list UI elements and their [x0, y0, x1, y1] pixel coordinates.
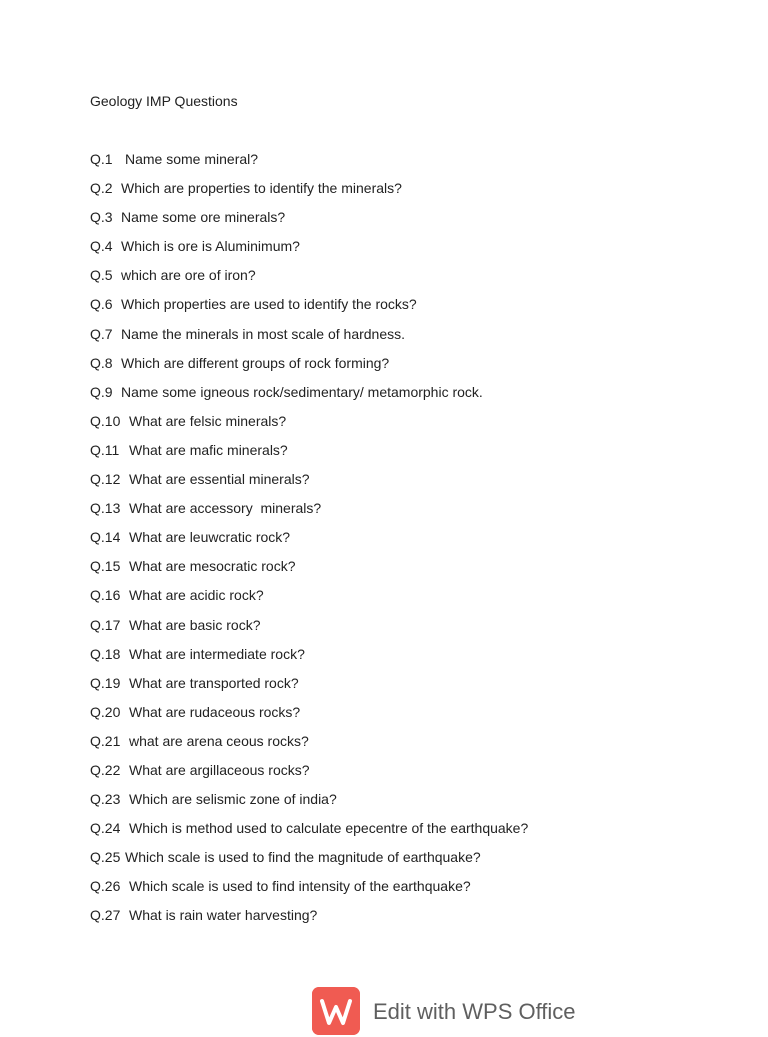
question-item	[90, 557, 528, 586]
question-text: What are mesocratic rock?	[129, 558, 296, 575]
question-text: Name some mineral?	[125, 151, 259, 167]
question-item	[90, 179, 528, 208]
question-number: Q.2	[90, 180, 113, 197]
question-list	[90, 150, 528, 936]
edit-with-wps-office-banner[interactable]	[312, 987, 576, 1037]
question-text: What are felsic minerals?	[129, 412, 287, 429]
question-item	[90, 499, 528, 528]
question-item	[90, 237, 528, 266]
question-number: Q.4	[90, 238, 113, 255]
question-text: What are essential minerals?	[129, 471, 310, 488]
question-number: Q.14	[90, 529, 121, 546]
question-number: Q.25	[90, 849, 121, 866]
question-number: Q.18	[90, 645, 121, 662]
question-number: Q.5	[90, 267, 113, 284]
question-number: Q.19	[90, 674, 121, 691]
question-number: Q.13	[90, 500, 121, 517]
question-number: Q.27	[90, 907, 121, 924]
question-text: Which are properties to identify the minerals?	[121, 180, 402, 197]
question-text: What are rudaceous rocks?	[129, 703, 301, 720]
question-item	[90, 819, 528, 848]
question-text: What are acidic rock?	[129, 587, 264, 604]
question-number: Q.9	[90, 383, 113, 400]
question-item	[90, 528, 528, 557]
question-item	[90, 586, 528, 615]
question-text: What are transported rock?	[129, 674, 299, 691]
question-text: Which scale is used to find intensity of the earthquake?	[129, 878, 471, 895]
question-text: Which scale is used to find the magnitude of earthquake?	[125, 849, 481, 866]
question-number: Q.8	[90, 354, 113, 371]
question-text: Which are different groups of rock forming?	[121, 354, 390, 371]
question-text: Name some ore minerals?	[121, 209, 286, 226]
question-item	[90, 295, 528, 324]
question-item	[90, 906, 528, 935]
question-item	[90, 674, 528, 703]
question-item	[90, 354, 528, 383]
question-text: What are accessory minerals?	[129, 500, 322, 517]
question-number: Q.1	[90, 151, 113, 167]
question-text: What is rain water harvesting?	[129, 907, 318, 924]
wps-banner-label: Edit with WPS Office	[373, 999, 576, 1024]
question-item	[90, 645, 528, 674]
question-number: Q.24	[90, 820, 121, 837]
question-number: Q.12	[90, 471, 121, 488]
question-number: Q.26	[90, 878, 121, 895]
question-text: What are basic rock?	[129, 616, 261, 633]
question-text: what are arena ceous rocks?	[129, 732, 309, 749]
question-item	[90, 383, 528, 412]
question-item	[90, 266, 528, 295]
question-item	[90, 325, 528, 354]
wps-logo-icon	[312, 987, 360, 1035]
question-number: Q.22	[90, 761, 121, 778]
question-text: Name some igneous rock/sedimentary/ metamorphic rock.	[121, 383, 483, 400]
question-item	[90, 848, 528, 877]
question-item	[90, 208, 528, 237]
question-item	[90, 732, 528, 761]
question-number: Q.16	[90, 587, 121, 604]
document-title: Geology IMP Questions	[90, 93, 238, 109]
question-text: Which is ore is Aluminimum?	[121, 238, 300, 255]
question-number: Q.10	[90, 412, 121, 429]
question-text: What are argillaceous rocks?	[129, 761, 310, 778]
question-text: What are leuwcratic rock?	[129, 529, 291, 546]
question-text: Which is method used to calculate epecentre of the earthquake?	[129, 820, 529, 837]
question-number: Q.21	[90, 732, 121, 749]
question-item	[90, 877, 528, 906]
question-number: Q.3	[90, 209, 113, 226]
question-text: Which properties are used to identify the rocks?	[121, 296, 417, 313]
question-text: What are mafic minerals?	[129, 441, 288, 458]
question-item	[90, 703, 528, 732]
question-item	[90, 150, 528, 179]
question-item	[90, 616, 528, 645]
question-number: Q.6	[90, 296, 113, 313]
question-item	[90, 441, 528, 470]
question-item	[90, 790, 528, 819]
question-item	[90, 470, 528, 499]
question-text: Which are selismic zone of india?	[129, 791, 337, 808]
question-text: What are intermediate rock?	[129, 645, 305, 662]
question-item	[90, 761, 528, 790]
question-item	[90, 412, 528, 441]
question-number: Q.11	[90, 441, 120, 458]
question-number: Q.20	[90, 703, 121, 720]
question-number: Q.17	[90, 616, 121, 633]
question-text: which are ore of iron?	[121, 267, 256, 284]
question-number: Q.15	[90, 558, 121, 575]
question-text: Name the minerals in most scale of hardness.	[121, 325, 406, 342]
question-number: Q.23	[90, 791, 121, 808]
question-number: Q.7	[90, 325, 113, 342]
